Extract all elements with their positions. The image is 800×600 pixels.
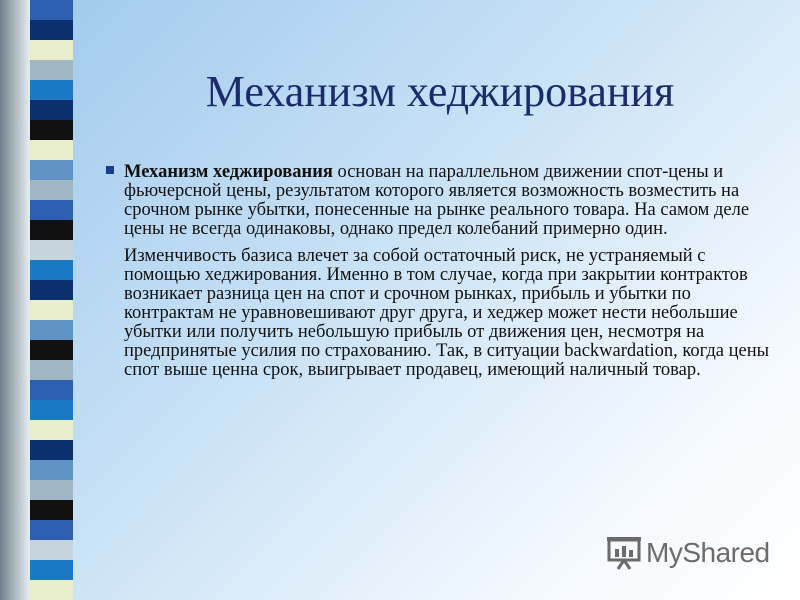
stripe-band <box>30 520 73 540</box>
stripe-band <box>30 340 73 360</box>
stripe-band <box>30 200 73 220</box>
stripe-band <box>30 580 73 600</box>
slide-body <box>106 163 770 388</box>
decorative-stripe-bar <box>30 0 73 600</box>
paragraph-2 <box>106 247 770 380</box>
stripe-band <box>30 120 73 140</box>
stripe-band <box>30 180 73 200</box>
stripe-band <box>30 320 73 340</box>
stripe-band <box>30 360 73 380</box>
stripe-band <box>30 280 73 300</box>
stripe-band <box>30 240 73 260</box>
slide-title: Механизм хеджирования <box>205 67 675 116</box>
stripe-band <box>30 400 73 420</box>
stripe-band <box>30 460 73 480</box>
paragraph-1-lead: Механизм хеджирования <box>124 162 333 182</box>
stripe-band <box>30 420 73 440</box>
stripe-band <box>30 20 73 40</box>
stripe-band <box>30 80 73 100</box>
myshared-logo <box>606 536 770 570</box>
myshared-logo-text: MyShared <box>646 537 770 568</box>
stripe-band <box>30 260 73 280</box>
stripe-band <box>30 140 73 160</box>
stripe-band <box>30 440 73 460</box>
square-bullet-icon <box>106 166 114 174</box>
stripe-band <box>30 540 73 560</box>
paragraph-1-text: основан на параллельном движении спот-цены и фьючерсной цены, результатом которого является возможность возместить на срочном рынке убытки, понесенные на рынке реального товара. На самом деле цены не всегда одинаковы, однако предел колебаний примерно один. <box>124 162 750 239</box>
presentation-board-icon <box>606 536 646 570</box>
stripe-band <box>30 160 73 180</box>
stripe-band <box>30 480 73 500</box>
stripe-band <box>30 560 73 580</box>
stripe-band <box>30 300 73 320</box>
stripe-band <box>30 380 73 400</box>
stripe-band <box>30 100 73 120</box>
stripe-band <box>30 40 73 60</box>
stripe-band <box>30 0 73 20</box>
stripe-band <box>30 60 73 80</box>
left-shadow-strip <box>0 0 30 600</box>
stripe-band <box>30 220 73 240</box>
paragraph-2-text: Изменчивость базиса влечет за собой остаточный риск, не устраняемый с помощью хеджирования. Именно в том случае, когда при закрытии контрактов возникает разница цен на спот и срочном рынках, прибыль и убытки по контрактам не уравновешивают друг друга, и хеджер может нести небольшие убытки или получить небольшую прибыль от движения цен, несмотря на предпринятые усилия по страхованию. Так, в ситуации backwardation, когда цены спот выше ценна срок, выигрывает продавец, имеющий наличный товар. <box>124 246 770 380</box>
stripe-band <box>30 500 73 520</box>
paragraph-1 <box>106 163 770 239</box>
